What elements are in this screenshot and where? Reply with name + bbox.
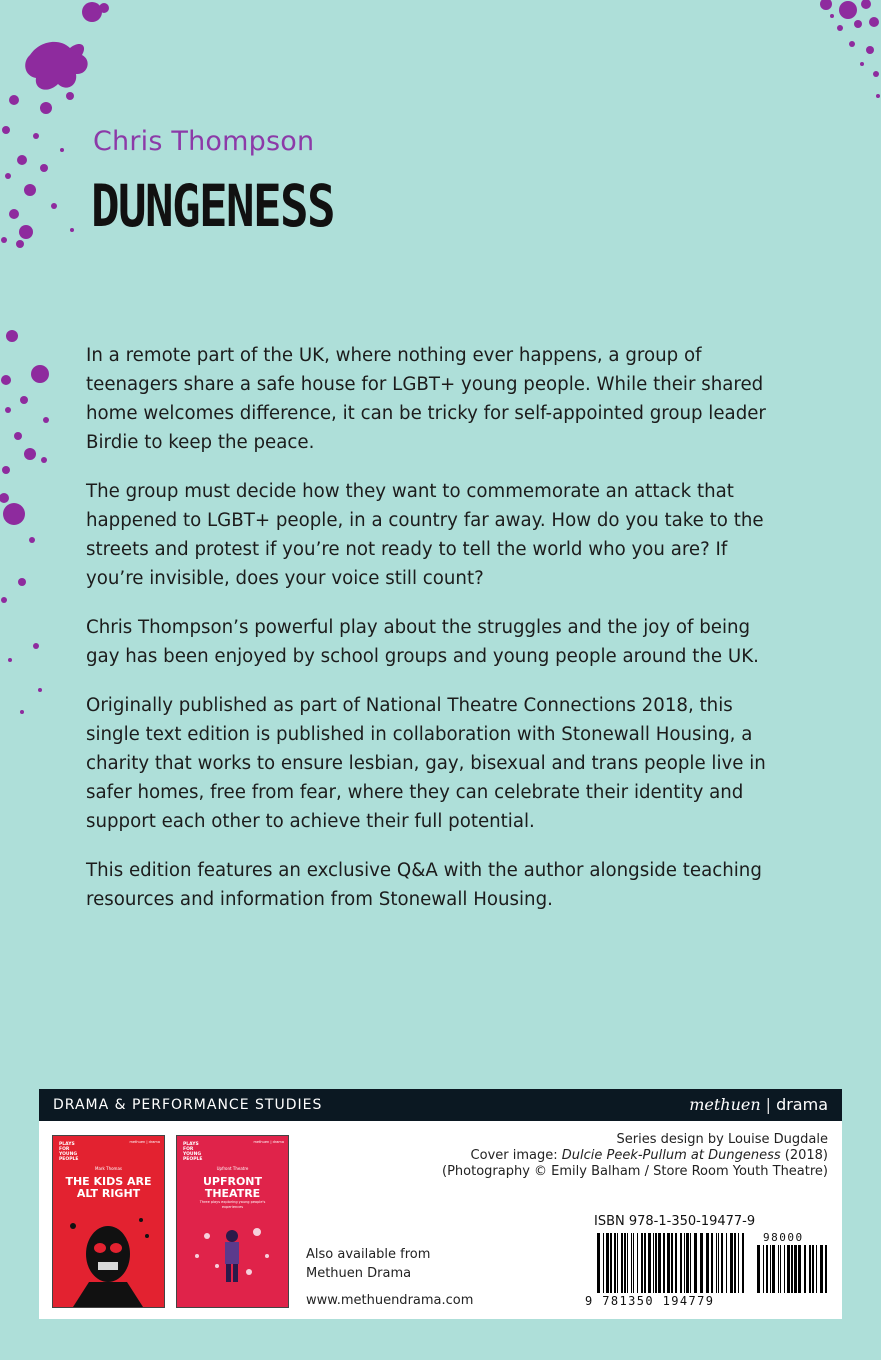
- cover-credit-title: Dulcie Peek-Pullum at Dungeness: [561, 1148, 781, 1163]
- barcode-digits: 9 781350 194779: [585, 1294, 715, 1307]
- barcode-bar: [606, 1233, 609, 1293]
- barcode-bar: [627, 1233, 628, 1293]
- barcode-bar: [690, 1233, 691, 1293]
- barcode-bar: [631, 1233, 632, 1293]
- barcode-bar: [675, 1233, 677, 1293]
- author-name: Chris Thompson: [93, 126, 315, 157]
- book-series-label: PLAYS FOR YOUNG PEOPLE: [183, 1142, 203, 1162]
- barcode-bar: [804, 1245, 806, 1293]
- barcode-bar: [671, 1233, 673, 1293]
- barcode-bar: [653, 1233, 654, 1293]
- barcode-bar: [663, 1233, 665, 1293]
- barcode-bar: [624, 1233, 626, 1293]
- brand-separator: |: [765, 1095, 772, 1114]
- book-series-label: PLAYS FOR YOUNG PEOPLE: [59, 1142, 79, 1162]
- photography-credit: (Photography © Emily Balham / Store Room Youth Theatre): [442, 1164, 828, 1179]
- barcode-bar: [778, 1245, 779, 1293]
- cover-credit-prefix: Cover image:: [470, 1148, 562, 1163]
- book-author: Upfront Theatre: [216, 1166, 249, 1171]
- cover-image-credit: [408, 1148, 828, 1164]
- book-publisher-label: methuen | drama: [129, 1140, 160, 1144]
- book-title-small: THE KIDS ARE ALT RIGHT: [65, 1175, 152, 1200]
- blurb-paragraph: Chris Thompson’s powerful play about the struggles and the joy of being gay has been enjoyed by school groups and young people around the UK.: [86, 617, 759, 667]
- book-subtitle: Three plays exploring young people's experiences: [199, 1200, 266, 1209]
- barcode-bar: [809, 1245, 811, 1293]
- barcode-bar: [684, 1233, 685, 1293]
- dancer-illustration: [177, 1136, 288, 1307]
- barcode-bar: [603, 1233, 604, 1293]
- barcode-bar: [791, 1245, 793, 1293]
- barcode-bar: [718, 1233, 719, 1293]
- book-publisher-label: methuen | drama: [253, 1140, 284, 1144]
- barcode-bar: [680, 1233, 682, 1293]
- series-design-credit: Series design by Louise Dugdale: [616, 1132, 828, 1147]
- barcode-bar: [700, 1233, 703, 1293]
- skull-mask-illustration: [53, 1136, 164, 1307]
- category-label: DRAMA & PERFORMANCE STUDIES: [53, 1097, 323, 1113]
- blurb-paragraph: The group must decide how they want to commemorate an attack that happened to LGBT+ people, in a country far away. How do you take to the streets and protest if you’re not ready to tell the world who you are? If you’re invisible, does your voice still count?: [86, 481, 764, 589]
- back-cover-blurb: [86, 341, 786, 934]
- also-available-line: Also available from: [306, 1247, 431, 1262]
- barcode-bar: [621, 1233, 623, 1293]
- barcode-bar: [641, 1233, 643, 1293]
- book-author: Mark Thomas: [95, 1166, 122, 1171]
- barcode-bar: [648, 1233, 651, 1293]
- barcode-bar: [721, 1233, 723, 1293]
- barcode-bar: [820, 1245, 823, 1293]
- barcode-bar: [711, 1233, 713, 1293]
- barcode-bar: [610, 1233, 612, 1293]
- barcode-bar: [734, 1233, 736, 1293]
- barcode-bar: [730, 1233, 733, 1293]
- also-available-text: [306, 1245, 430, 1283]
- cover-credit-year: (2018): [780, 1148, 828, 1163]
- barcode-bar: [825, 1245, 827, 1293]
- barcode-bar: [614, 1233, 616, 1293]
- barcode-bar: [644, 1233, 646, 1293]
- barcode-bar: [706, 1233, 709, 1293]
- publisher-logo: [689, 1095, 828, 1114]
- barcode-bar: [780, 1245, 781, 1293]
- barcode-bar: [726, 1233, 727, 1293]
- barcode-bar: [633, 1233, 634, 1293]
- barcode-bar: [658, 1233, 661, 1293]
- barcode-bar: [770, 1245, 771, 1293]
- blurb-paragraph: In a remote part of the UK, where nothing ever happens, a group of teenagers share a safe house for LGBT+ young people. While their shared home welcomes difference, it can be tricky for self-appointed group leader Birdie to keep the peace.: [86, 345, 766, 453]
- barcode-bar: [716, 1233, 717, 1293]
- barcode-bar: [597, 1233, 600, 1293]
- barcode-bar: [784, 1245, 785, 1293]
- isbn-label: ISBN 978-1-350-19477-9: [594, 1214, 756, 1229]
- barcode-bar: [794, 1245, 797, 1293]
- barcode-price-code: 98000: [763, 1231, 804, 1244]
- barcode-bar: [798, 1245, 801, 1293]
- barcode-bar: [742, 1233, 744, 1293]
- barcode-bar: [617, 1233, 618, 1293]
- category-bar: [39, 1089, 842, 1121]
- barcode-bar: [738, 1233, 739, 1293]
- barcode-bar: [667, 1233, 670, 1293]
- blurb-paragraph: This edition features an exclusive Q&A with the author alongside teaching resources and information from Stonewall Housing.: [86, 860, 762, 910]
- footer-panel: [39, 1121, 842, 1319]
- related-book-cover: [52, 1135, 165, 1308]
- barcode-bar: [694, 1233, 697, 1293]
- also-available-publisher: Methuen Drama: [306, 1266, 412, 1281]
- barcode-bar: [763, 1245, 764, 1293]
- barcode-bar: [766, 1245, 768, 1293]
- barcode-bar: [787, 1245, 790, 1293]
- book-title-small: UPFRONT THEATRE: [202, 1175, 263, 1200]
- cover-credits: [408, 1132, 828, 1180]
- brand-methuen: methuen: [689, 1095, 761, 1114]
- barcode-bar: [686, 1233, 689, 1293]
- barcode-bar: [816, 1245, 817, 1293]
- book-title: DUNGENESS: [91, 172, 334, 240]
- barcode-bar: [812, 1245, 814, 1293]
- barcode-bar: [772, 1245, 775, 1293]
- brand-drama: drama: [776, 1095, 828, 1114]
- isbn-barcode: [585, 1231, 833, 1307]
- publisher-website: www.methuendrama.com: [306, 1293, 474, 1308]
- related-book-cover: [176, 1135, 289, 1308]
- barcode-bar: [655, 1233, 657, 1293]
- blurb-paragraph: Originally published as part of National Theatre Connections 2018, this single text edition is published in collaboration with Stonewall Housing, a charity that works to ensure lesbian, gay, bisexual and trans people live in safer homes, free from fear, where they can celebrate their identity and support each other to achieve their full potential.: [86, 695, 766, 832]
- barcode-bar: [757, 1245, 760, 1293]
- barcode-bar: [637, 1233, 638, 1293]
